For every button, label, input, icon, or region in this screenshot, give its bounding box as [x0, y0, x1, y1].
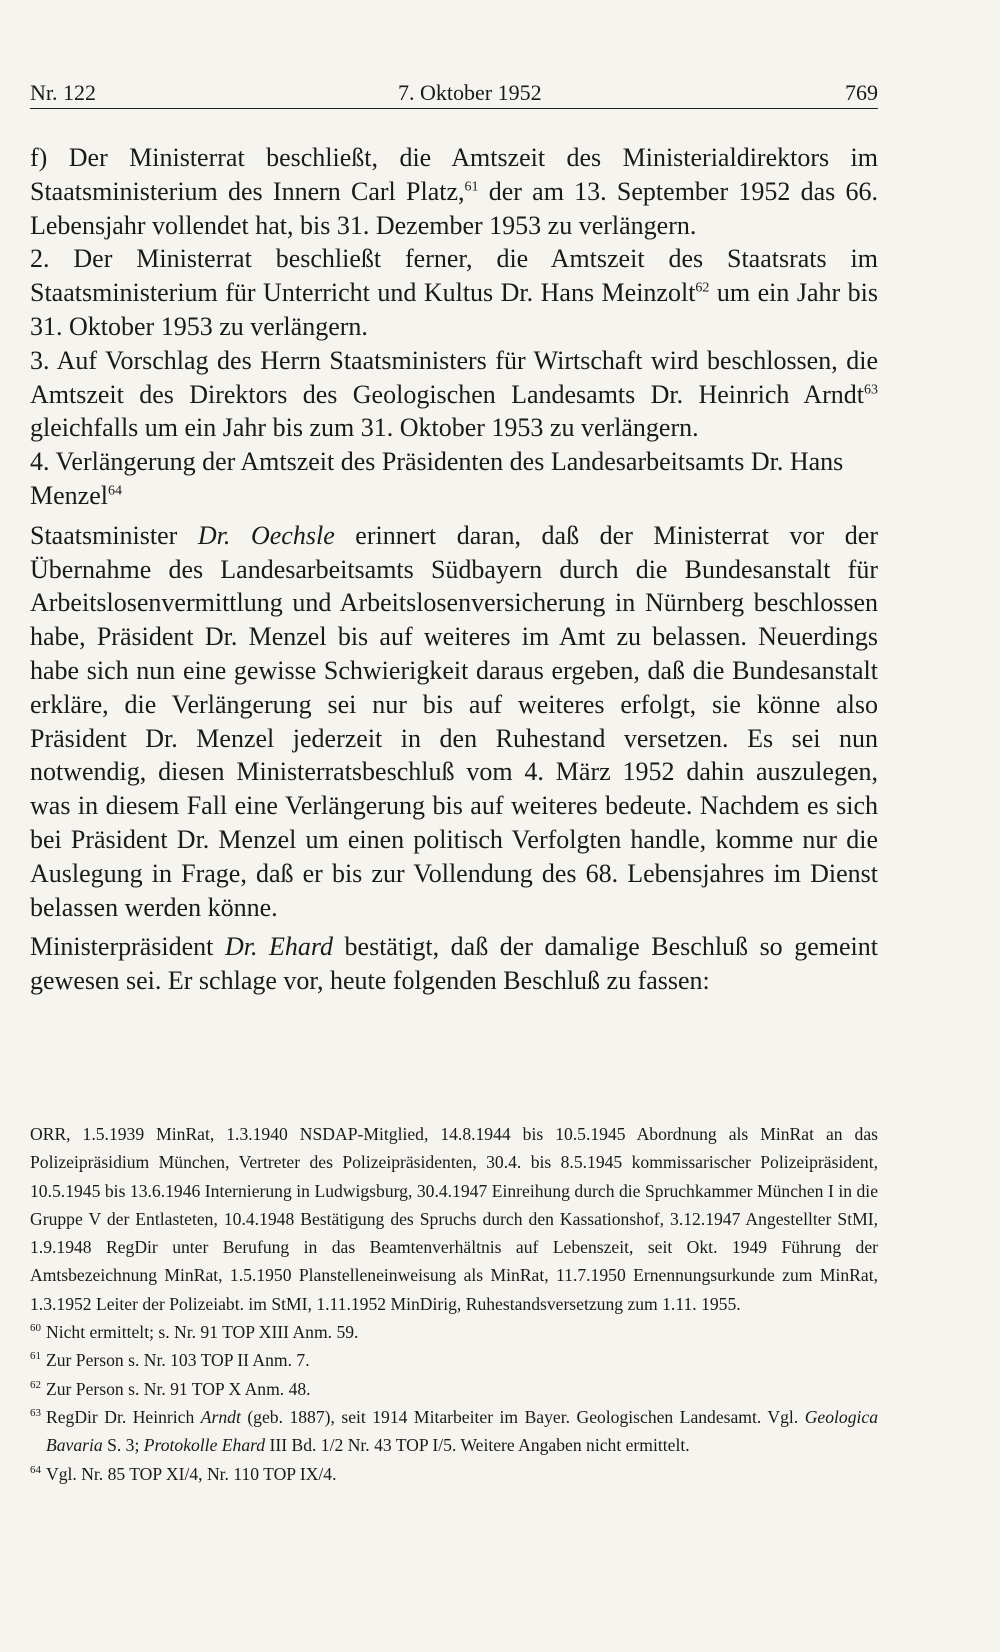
paragraph-ehard: Ministerpräsident Dr. Ehard bestätigt, daß der damalige Beschluß so gemeint gewesen sei. Er schlage vor, heute folgenden Beschluß zu fassen:	[30, 932, 878, 996]
footnote-64: 64 Vgl. Nr. 85 TOP XI/4, Nr. 110 TOP IX/4.	[30, 1463, 337, 1484]
footnote-ref-62: 62	[695, 280, 710, 296]
footnote-ref-64: 64	[107, 483, 122, 499]
footnote-63: 63 RegDir Dr. Heinrich Arndt (geb. 1887), seit 1914 Mitarbeiter im Bayer. Geologischen Landesamt. Vgl. Geologica Bavaria S. 3; Protokolle Ehard III Bd. 1/2 Nr. 43 TOP I/5. Weitere Angaben nicht ermittelt.	[30, 1406, 878, 1456]
footnote-ref-63: 63	[864, 381, 878, 397]
running-header	[30, 76, 878, 109]
speaker-name: Dr. Ehard	[224, 932, 334, 962]
protocol-number: Nr. 122	[30, 80, 96, 105]
paragraph-2: 2. Der Ministerrat beschließt ferner, die Amtszeit des Staatsrats im Staatsministerium für Unterricht und Kultus Dr. Hans Meinzolt$^{62}$ um ein Jahr bis 31. Oktober 1953 zu verlängern.	[30, 244, 878, 341]
footnote-ref-61: 61	[464, 179, 479, 195]
page-number: 769	[845, 80, 878, 105]
paragraph-f: f) Der Ministerrat beschließt, die Amtszeit des Ministerialdirektors im Staatsministerium des Innern Carl Platz,$^{61}$ der am 13. September 1952 das 66. Lebensjahr vollendet hat, bis 31. Dezember 1953 zu verlängern.	[30, 143, 878, 240]
footnote-62: 62 Zur Person s. Nr. 91 TOP X Anm. 48.	[30, 1378, 311, 1399]
footnote-61: 61 Zur Person s. Nr. 103 TOP II Anm. 7.	[30, 1350, 310, 1371]
paragraph-4: 4. Verlängerung der Amtszeit des Präsidenten des Landesarbeitsamts Dr. Hans Menzel$^{64}$	[30, 447, 844, 510]
paragraph-3: 3. Auf Vorschlag des Herrn Staatsministers für Wirtschaft wird beschlossen, die Amtszeit des Direktors des Geologischen Landesamts Dr. Heinrich Arndt$^{63}$ gleichfalls um ein Jahr bis zum 31. Oktober 1953 zu verlängern.	[30, 345, 878, 443]
footnote-continuation: ORR, 1.5.1939 MinRat, 1.3.1940 NSDAP-Mitglied, 14.8.1944 bis 10.5.1945 Abordnung als MinRat an das Polizeipräsidium München, Vertreter des Polizeipräsidenten, 30.4. bis 8.5.1945 kommissarischer Polizeipräsident, 10.5.1945 bis 13.6.1946 Internierung in Ludwigsburg, 30.4.1947 Einreihung durch die Spruchkammer München I in die Gruppe V der Entlasteten, 10.4.1948 Bestätigung des Spruchs durch den Kassationshof, 3.12.1947 Angestellter StMI, 1.9.1948 RegDir unter Berufung in das Beamtenverhältnis auf Lebenszeit, seit Okt. 1949 Führung der Amtsbezeichnung MinRat, 1.5.1950 Planstelleneinweisung als MinRat, 11.7.1950 Ernennungsurkunde zum MinRat, 1.3.1952 Leiter der Polizeiabt. im StMI, 1.11.1952 MinDirig, Ruhestandsversetzung zum 1.11. 1955.	[30, 1124, 878, 1314]
footnotes	[30, 1120, 878, 1488]
footnote-60: 60 Nicht ermittelt; s. Nr. 91 TOP XIII Anm. 59.	[30, 1322, 359, 1343]
speaker-name: Dr. Oechsle	[197, 520, 335, 550]
header-date: 7. Oktober 1952	[398, 80, 542, 105]
main-text	[30, 141, 878, 998]
paragraph-oechsle: Staatsminister Dr. Oechsle erinnert daran, daß der Ministerrat vor der Übernahme des Landesarbeitsamts Südbayern durch die Bundesanstalt für Arbeitslosenvermittlung und Arbeitslosenversicherung in Nürnberg beschlossen habe, Präsident Dr. Menzel bis auf weiteres im Amt zu belassen. Neuerdings habe sich nun eine gewisse Schwierigkeit daraus ergeben, daß die Bundesanstalt erkläre, die Verlängerung sei nur bis auf weiteres erfolgt, sie könne also Präsident Dr. Menzel jederzeit in den Ruhestand versetzen. Es sei nun notwendig, diesen Ministerratsbeschluß vom 4. März 1952 dahin auszulegen, was in diesem Fall eine Verlängerung bis auf weiteres bedeute. Nachdem es sich bei Präsident Dr. Menzel um einen politisch Verfolgten handle, komme nur die Auslegung in Frage, daß er bis zur Vollendung des 68. Lebensjahres im Dienst belassen werden könne.	[30, 520, 878, 922]
